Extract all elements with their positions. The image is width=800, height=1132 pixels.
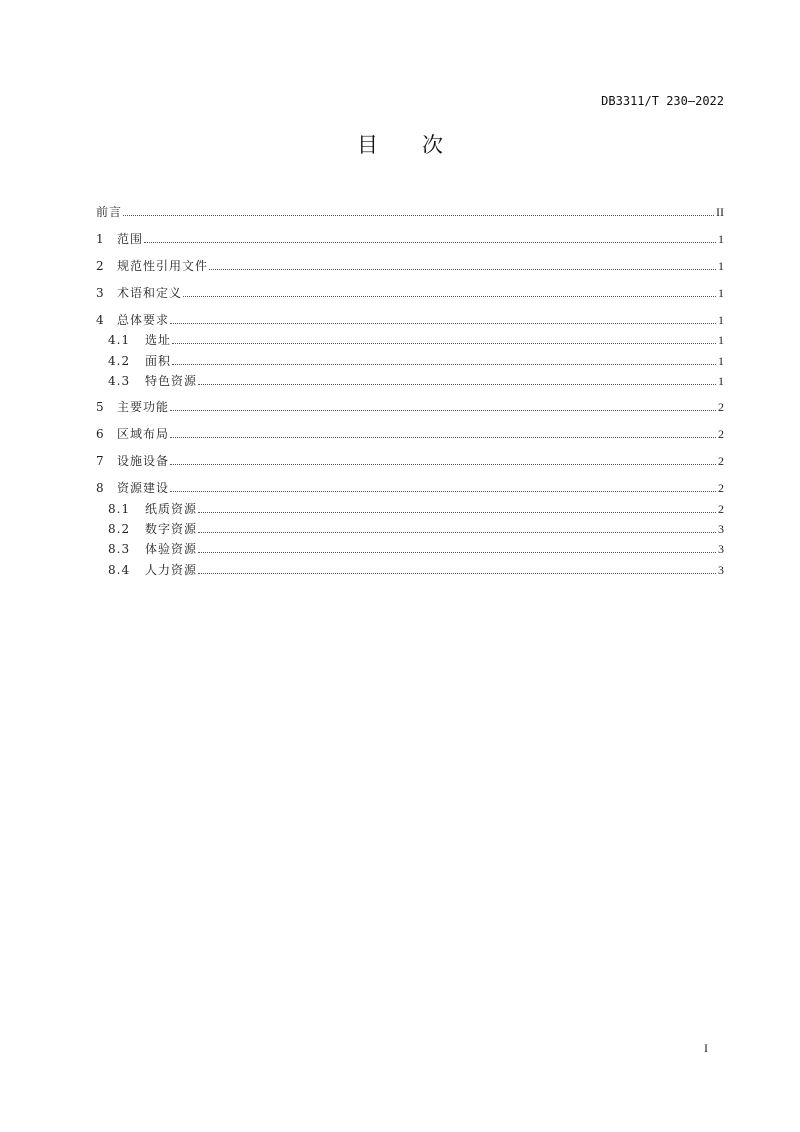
toc-title: [0, 129, 800, 159]
toc-entry-label: 数字资源: [145, 522, 198, 536]
toc-dot-leader: [170, 410, 716, 411]
toc-entry-page: 1: [718, 232, 724, 246]
toc-entry-label: 体验资源: [145, 542, 198, 556]
toc-dot-leader: [198, 384, 716, 385]
toc-entry[interactable]: [96, 426, 724, 442]
page-number: I: [704, 1041, 708, 1055]
toc-entry-number: 1: [96, 232, 104, 246]
toc-dot-leader: [209, 269, 716, 270]
toc-entry-page: 1: [718, 374, 724, 388]
toc-entry-label: 选址: [145, 333, 172, 347]
toc-entry-page: 2: [718, 427, 724, 441]
toc-dot-leader: [123, 215, 714, 216]
toc-dot-leader: [170, 437, 716, 438]
toc-entry[interactable]: [96, 285, 724, 301]
toc-entry-page: 1: [718, 286, 724, 300]
toc-entry-number: 6: [96, 427, 104, 441]
toc-entry-label: 总体要求: [117, 313, 170, 327]
toc-entry-number: 4: [96, 313, 104, 327]
toc-dot-leader: [198, 532, 716, 533]
toc-dot-leader: [144, 242, 716, 243]
toc-entry-number: 8: [96, 481, 104, 495]
toc-entry-page: 1: [718, 313, 724, 327]
toc-entry[interactable]: [96, 231, 724, 247]
toc-entry-number: 4.2: [108, 354, 131, 368]
toc-entry-page: 3: [718, 542, 724, 556]
toc-entry-page: 1: [718, 259, 724, 273]
toc-entry-page: 2: [718, 454, 724, 468]
toc-entry-number: 8.4: [108, 563, 131, 577]
toc-entry-number: 8.1: [108, 502, 131, 516]
toc-entry-number: 4.1: [108, 333, 131, 347]
toc-dot-leader: [198, 573, 716, 574]
toc-entry-label: 资源建设: [117, 481, 170, 495]
toc-entry[interactable]: [108, 353, 724, 369]
toc-entry-number: 8.2: [108, 522, 131, 536]
toc-entry-label: 纸质资源: [145, 502, 198, 516]
toc-entry-page: 3: [718, 563, 724, 577]
toc-entry-label: 面积: [145, 354, 172, 368]
toc-entry-number: 8.3: [108, 542, 131, 556]
toc-dot-leader: [170, 464, 716, 465]
toc-entry[interactable]: [108, 521, 724, 537]
toc-entry-page: 2: [718, 502, 724, 516]
toc-entry-number: 2: [96, 259, 104, 273]
toc-dot-leader: [172, 364, 716, 365]
document-code: DB3311/T 230—2022: [601, 94, 724, 108]
toc-entry[interactable]: [96, 480, 724, 496]
toc-entry-number: 7: [96, 454, 104, 468]
toc-entry-label: 设施设备: [117, 454, 170, 468]
toc-entry-number: 4.3: [108, 374, 131, 388]
toc-entry[interactable]: [108, 332, 724, 348]
toc-entry-page: 1: [718, 354, 724, 368]
toc-entry[interactable]: [96, 399, 724, 415]
toc-entry-label: 术语和定义: [117, 286, 183, 300]
toc-entry[interactable]: [96, 312, 724, 328]
toc-dot-leader: [198, 552, 716, 553]
toc-entry-number: 5: [96, 400, 104, 414]
toc-entry-page: 1: [718, 333, 724, 347]
toc-entry-page: II: [716, 205, 724, 219]
toc-dot-leader: [170, 323, 716, 324]
toc-entry-page: 2: [718, 400, 724, 414]
toc-entry[interactable]: [108, 541, 724, 557]
toc-entry-label: 人力资源: [145, 563, 198, 577]
toc-entry-label: 区域布局: [117, 427, 170, 441]
toc-dot-leader: [198, 512, 716, 513]
toc-entry[interactable]: [108, 562, 724, 578]
toc-title-char-2: 次: [422, 133, 443, 157]
toc-entry[interactable]: [108, 501, 724, 517]
toc-entry[interactable]: [108, 373, 724, 389]
toc-entry[interactable]: [96, 204, 724, 220]
toc-entry[interactable]: [96, 453, 724, 469]
toc-entry-label: 前言: [96, 205, 123, 219]
toc-dot-leader: [183, 296, 716, 297]
toc-entry-page: 3: [718, 522, 724, 536]
toc-title-char-1: 目: [357, 133, 378, 157]
toc-entry-label: 范围: [117, 232, 144, 246]
toc-dot-leader: [170, 491, 716, 492]
toc-entry[interactable]: [96, 258, 724, 274]
toc-dot-leader: [172, 343, 716, 344]
toc-entry-label: 特色资源: [145, 374, 198, 388]
toc-entry-label: 规范性引用文件: [117, 259, 209, 273]
toc-entry-number: 3: [96, 286, 104, 300]
toc-entry-label: 主要功能: [117, 400, 170, 414]
toc-entry-page: 2: [718, 481, 724, 495]
